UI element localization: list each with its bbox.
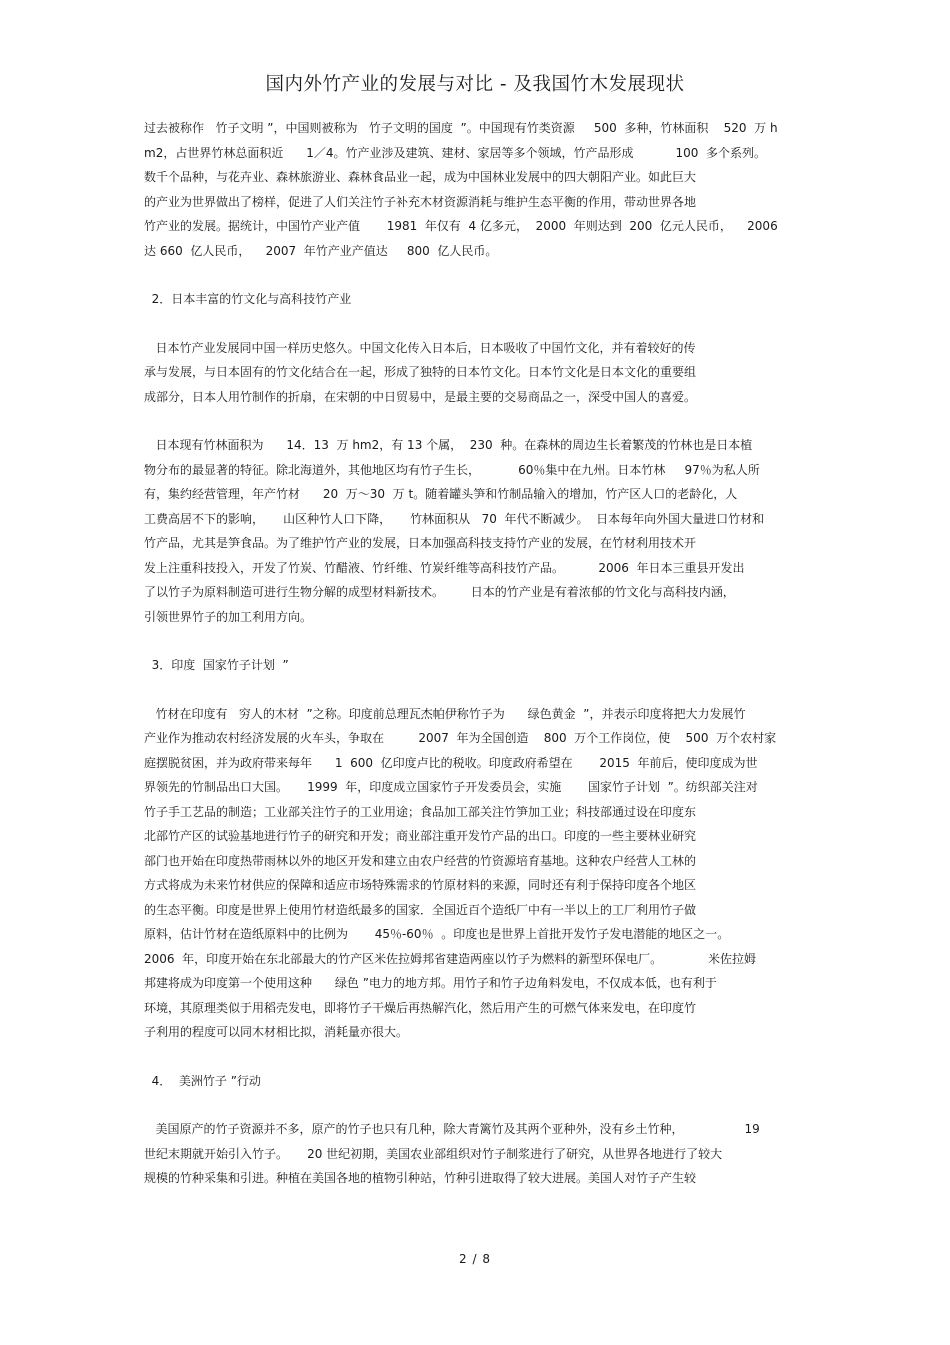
paragraph-america [144, 1117, 814, 1191]
text-line: 竹材在印度有 穷人的木材 ”之称。印度前总理瓦杰帕伊称竹子为 绿色黄金 ”，并表示印度将把大力发展竹 [144, 706, 746, 721]
text-line: 世纪末期就开始引入竹子。 20 世纪初期，美国农业部组织对竹子制浆进行了研究，从世界各地进行了较大 [144, 1146, 723, 1161]
text-line: 成部分，日本人用竹制作的折扇，在宋朝的中日贸易中，是最主要的交易商品之一，深受中国人的喜爱。 [144, 389, 697, 404]
paragraph-india [144, 702, 814, 1045]
text-line: 引领世界竹子的加工利用方向。 [144, 609, 313, 624]
text-line: 北部竹产区的试验基地进行竹子的研究和开发；商业部注重开发竹产品的出口。印度的一些主要林业研究 [144, 829, 697, 843]
text-line: 物分布的最显著的特征。除北海道外，其他地区均有竹子生长， 60％集中在九州。日本竹林 97％为私人所 [144, 462, 760, 477]
text-line: 达 660 亿人民币， 2007 年竹产业产值达 800 亿人民币。 [144, 243, 498, 258]
text-line: m2，占世界竹林总面积近 1／4。竹产业涉及建筑、建材、家居等多个领域，竹产品形成 100 多个系列。 [144, 145, 766, 160]
text-line: 部门也开始在印度热带雨林以外的地区开发和建立由农户经营的竹资源培育基地。这种农户经营人工林的 [144, 853, 697, 868]
text-line: 子利用的程度可以同木材相比拟，消耗量亦很大。 [144, 1025, 409, 1039]
text-line: 日本现有竹林面积为 14．13 万 hm2，有 13 个属， 230 种。在森林的周边生长着繁茂的竹林也是日本植 [144, 438, 753, 452]
section-heading-india: 3．印度 国家竹子计划 ” [144, 658, 289, 672]
text-line: 美国原产的竹子资源并不多，原产的竹子也只有几种，除大青篱竹及其两个亚种外，没有乡土竹种， 19 [144, 1122, 760, 1136]
text-line: 发上注重科技投入，开发了竹炭、竹醋液、竹纤维、竹炭纤维等高科技竹产品。 2006 年日本三重县开发出 [144, 560, 745, 575]
paragraph-japan-industry [144, 433, 814, 629]
text-line: 日本竹产业发展同中国一样历史悠久。中国文化传入日本后，日本吸收了中国竹文化，并有着较好的传 [144, 340, 696, 355]
text-line: 了以竹子为原料制造可进行生物分解的成型材料新技术。 日本的竹产业是有着浓郁的竹文化与高科技内涵， [144, 585, 735, 599]
text-line: 竹产品，尤其是笋食品。为了维护竹产业的发展，日本加强高科技支持竹产业的发展，在竹材利用技术开 [144, 536, 697, 550]
text-line: 工费高居不下的影响， 山区种竹人口下降， 竹林面积从 70 年代不断减少。 日本每年向外国大量进口竹材和 [144, 511, 765, 526]
text-line: 原料，估计竹材在造纸原料中的比例为 45％-60％ 。印度也是世界上首批开发竹子发电潜能的地区之一。 [144, 927, 730, 941]
paragraph-japan-culture [144, 336, 814, 410]
section-heading-japan: 2．日本丰富的竹文化与高科技竹产业 [144, 292, 352, 306]
page-title: 国内外竹产业的发展与对比 - 及我国竹木发展现状 [265, 74, 685, 95]
text-line: 邦建将成为印度第一个使用这种 绿色 ”电力的地方邦。用竹子和竹子边角料发电，不仅成本低，也有利于 [144, 976, 717, 990]
text-line: 数千个品种，与花卉业、森林旅游业、森林食品业一起，成为中国林业发展中的四大朝阳产业。如此巨大 [144, 170, 697, 184]
text-line: 规模的竹种采集和引进。种植在美国各地的植物引种站，竹种引进取得了较大进展。美国人对竹子产生较 [144, 1171, 697, 1185]
text-line: 2006 年，印度开始在东北部最大的竹产区米佐拉姆邦省建造两座以竹子为燃料的新型环保电厂。 米佐拉姆 [144, 951, 756, 966]
text-line: 竹产业的发展。据统计，中国竹产业产值 1981 年仅有 4 亿多元， 2000 年则达到 200 亿元人民币， 2006 [144, 219, 778, 233]
text-line: 庭摆脱贫困，并为政府带来每年 1 600 亿印度卢比的税收。印度政府希望在 2015 年前后，使印度成为世 [144, 755, 758, 770]
paragraph-china [144, 116, 814, 263]
text-line: 过去被称作 竹子文明 ”，中国则被称为 竹子文明的国度 ”。中国现有竹类资源 500 多种，竹林面积 520 万 h [144, 121, 778, 135]
text-line: 有，集约经营管理，年产竹材 20 万～30 万 t。随着罐头笋和竹制品输入的增加，竹产区人口的老龄化，人 [144, 487, 738, 501]
text-line: 环境，其原理类似于用稻壳发电，即将竹子干燥后再热解汽化，然后用产生的可燃气体来发电，在印度竹 [144, 1000, 697, 1015]
text-line: 竹子手工艺品的制造；工业部关注竹子的工业用途；食品加工部关注竹笋加工业；科技部通过设在印度东 [144, 804, 697, 819]
text-line: 界领先的竹制品出口大国。 1999 年，印度成立国家竹子开发委员会，实施 国家竹子计划 ”。纺织部关注对 [144, 780, 758, 794]
section-heading-america: 4． 美洲竹子 ”行动 [144, 1073, 261, 1088]
text-line: 的产业为世界做出了榜样，促进了人们关注竹子补充木材资源消耗与维护生态平衡的作用，带动世界各地 [144, 194, 697, 209]
text-line: 的生态平衡。印度是世界上使用竹材造纸最多的国家．全国近百个造纸厂中有一半以上的工厂利用竹子做 [144, 902, 697, 917]
text-line: 方式将成为未来竹材供应的保障和适应市场特殊需求的竹原材料的来源，同时还有利于保持印度各个地区 [144, 878, 697, 892]
page-number: 2 / 8 [459, 1252, 491, 1266]
document-body [144, 116, 814, 1191]
text-line: 产业作为推动农村经济发展的火车头，争取在 2007 年为全国创造 800 万个工作岗位，使 500 万个农村家 [144, 731, 777, 745]
text-line: 承与发展，与日本固有的竹文化结合在一起，形成了独特的日本竹文化。日本竹文化是日本文化的重要组 [144, 365, 697, 379]
